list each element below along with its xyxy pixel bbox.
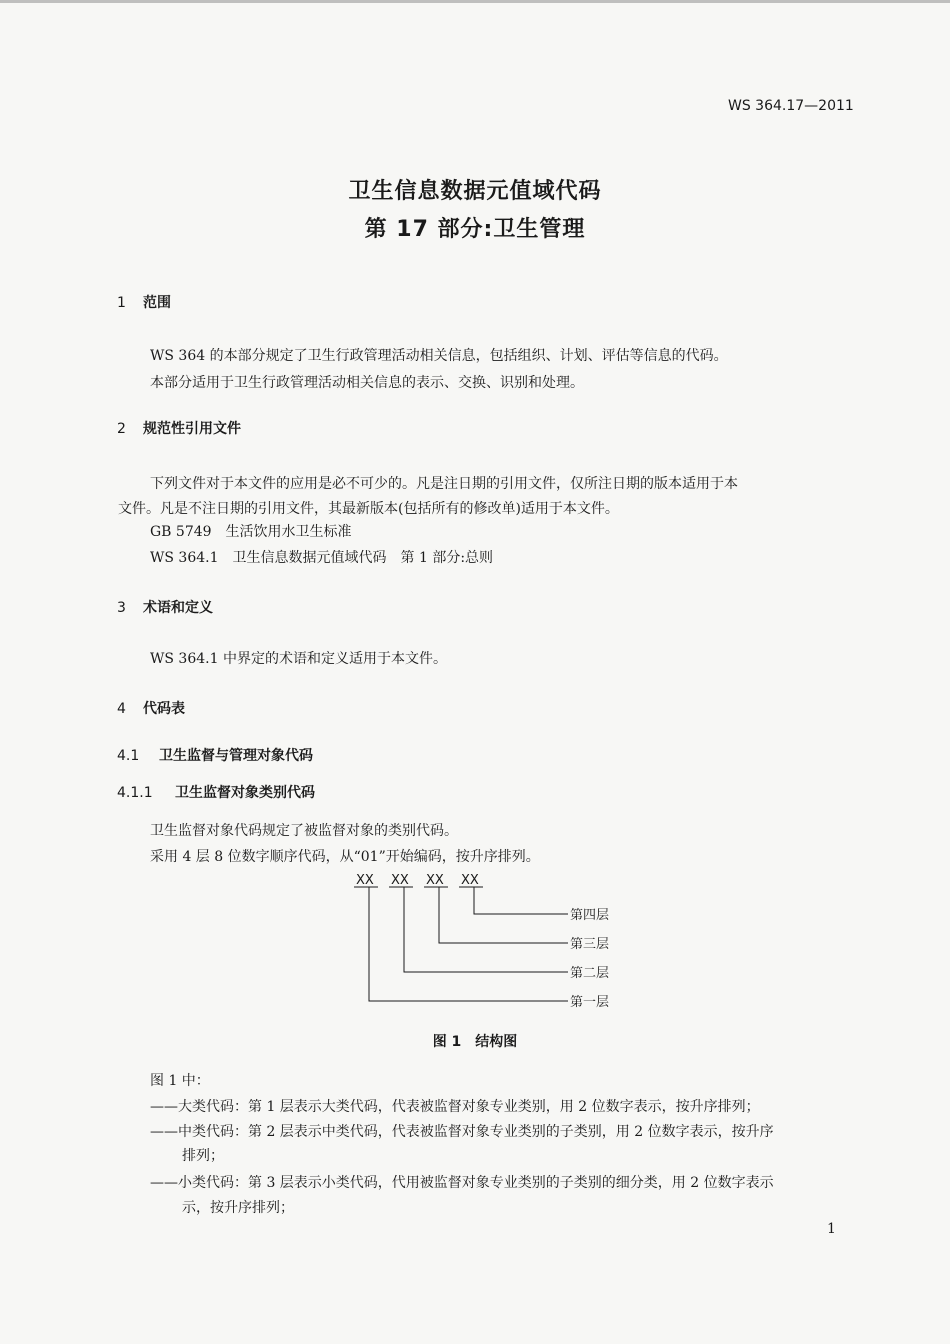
level-label-3: 第三层: [570, 937, 610, 952]
paragraph: 卫生监督对象代码规定了被监督对象的类别代码。: [150, 823, 458, 839]
section-number: 4: [117, 701, 126, 717]
section-number: 4.1.1: [117, 785, 153, 801]
section-title: 卫生监督与管理对象代码: [159, 748, 313, 764]
structure-diagram: [340, 870, 640, 1015]
section-number: 1: [117, 295, 126, 311]
document-title: 卫生信息数据元值域代码: [348, 179, 602, 204]
section-number: 4.1: [117, 748, 140, 764]
paragraph: WS 364.1 中界定的术语和定义适用于本文件。: [150, 651, 447, 667]
page-number: 1: [827, 1221, 836, 1237]
level-label-4: 第四层: [570, 908, 610, 923]
paragraph: 采用 4 层 8 位数字顺序代码，从“01”开始编码，按升序排列。: [150, 849, 540, 865]
paragraph: 下列文件对于本文件的应用是必不可少的。凡是注日期的引用文件，仅所注日期的版本适用于本: [150, 476, 738, 492]
level-label-1: 第一层: [570, 995, 610, 1010]
section-title: 卫生监督对象类别代码: [175, 785, 315, 801]
section-3-heading: [117, 597, 213, 617]
paragraph: 本部分适用于卫生行政管理活动相关信息的表示、交换、识别和处理。: [150, 375, 584, 391]
connector-level-4: [474, 887, 568, 914]
normative-reference: GB 5749 生活饮用水卫生标准: [150, 524, 352, 540]
note-intro: 图 1 中：: [150, 1073, 210, 1089]
code-group-3: XX: [426, 873, 444, 888]
scan-edge: [0, 0, 950, 3]
section-2-heading: [117, 418, 241, 438]
code-group-1: XX: [356, 873, 374, 888]
section-4-heading: [117, 698, 185, 718]
standard-code: WS 364.17—2011: [728, 98, 854, 114]
section-title: 术语和定义: [143, 600, 213, 616]
section-1-heading: [117, 292, 171, 312]
note-item: ——大类代码：第 1 层表示大类代码，代表被监督对象专业类别，用 2 位数字表示，按升序排列；: [150, 1099, 760, 1115]
note-item: ——小类代码：第 3 层表示小类代码，代用被监督对象专业类别的子类别的细分类，用 2 位数字表示: [150, 1175, 774, 1191]
connector-level-2: [404, 887, 568, 972]
note-item-continued: 示，按升序排列；: [182, 1200, 294, 1216]
code-group-4: XX: [461, 873, 479, 888]
figure-caption: 图 1 结构图: [432, 1034, 518, 1050]
document-subtitle: 第 17 部分:卫生管理: [364, 217, 586, 242]
note-item-continued: 排列；: [182, 1148, 224, 1164]
paragraph: WS 364 的本部分规定了卫生行政管理活动相关信息，包括组织、计划、评估等信息的代码。: [150, 348, 728, 364]
connector-level-1: [369, 887, 568, 1001]
section-title: 范围: [143, 295, 171, 311]
code-group-2: XX: [391, 873, 409, 888]
section-title: 规范性引用文件: [143, 421, 241, 437]
section-number: 3: [117, 600, 126, 616]
paragraph: 文件。凡是不注日期的引用文件，其最新版本(包括所有的修改单)适用于本文件。: [118, 501, 619, 517]
normative-reference: WS 364.1 卫生信息数据元值域代码 第 1 部分:总则: [150, 550, 494, 566]
note-item: ——中类代码：第 2 层表示中类代码，代表被监督对象专业类别的子类别，用 2 位数字表示，按升序: [150, 1124, 774, 1140]
section-4-1-heading: [117, 745, 313, 765]
section-4-1-1-heading: [117, 782, 315, 802]
level-label-2: 第二层: [570, 966, 610, 981]
section-number: 2: [117, 421, 126, 437]
section-title: 代码表: [143, 701, 185, 717]
connector-level-3: [439, 887, 568, 943]
